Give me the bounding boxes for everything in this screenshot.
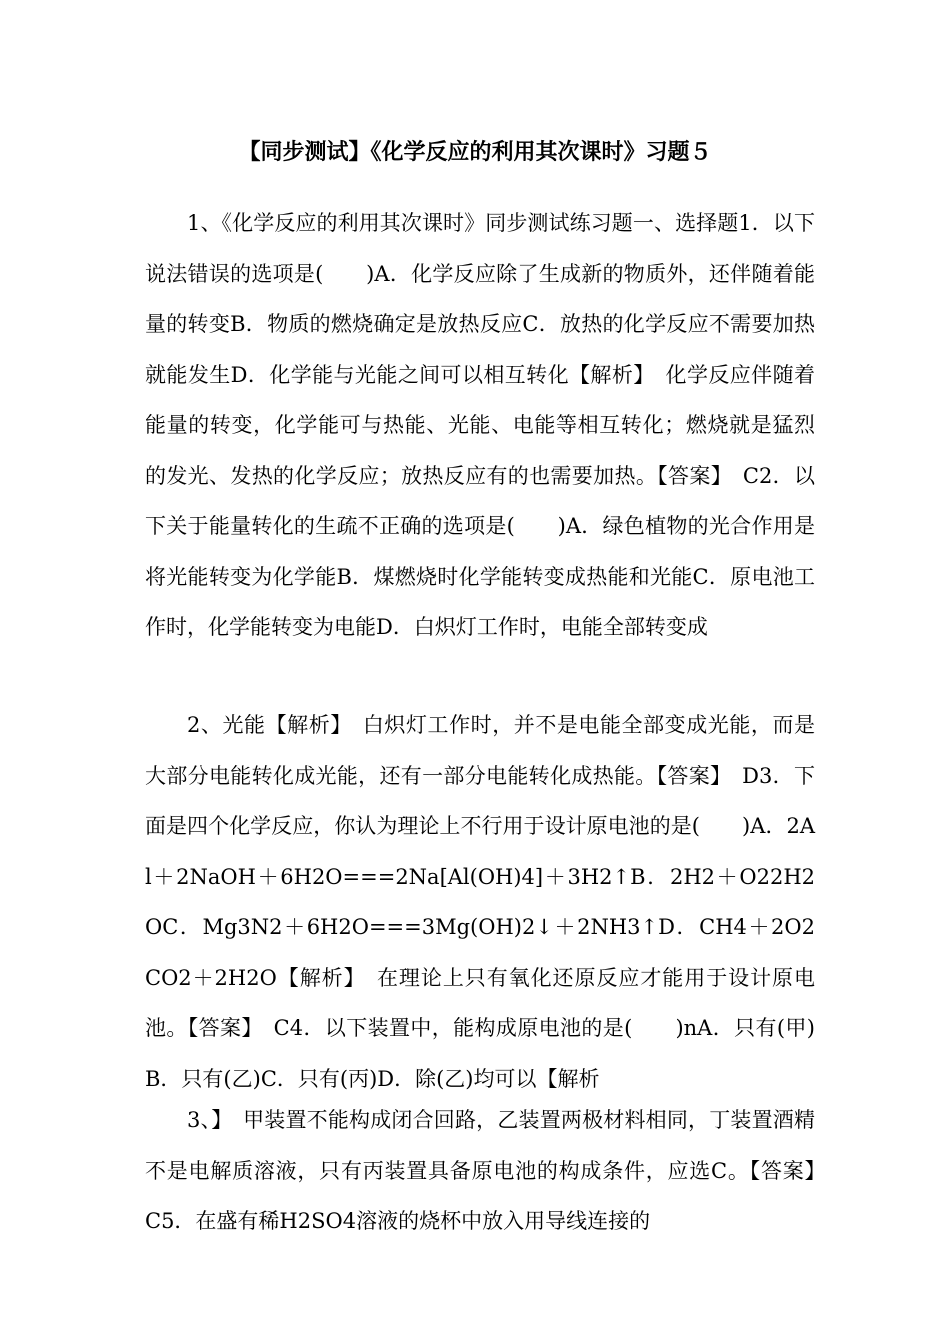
page-title: 【同步测试】《化学反应的利用其次课时》习题５: [238, 140, 712, 165]
paragraph-3: 3、】 甲装置不能构成闭合回路，乙装置两极材料相同，丁装置酒精不是电解质溶液，只有丙装置具备原电池的构成条件，应选C。【答案】 C5．在盛有稀H2SO4溶液的烧杯中放入用导线连接的: [145, 1108, 836, 1233]
paragraph-1: 1、《化学反应的利用其次课时》同步测试练习题一、选择题1．以下说法错误的选项是( )A．化学反应除了生成新的物质外，还伴随着能量的转变B．物质的燃烧确定是放热反应C．放热的化学反应不需要加热就能发生D．化学能与光能之间可以相互转化【解析】 化学反应伴随着能量的转变，化学能可与热能、光能、电能等相互转化；燃烧就是猛烈的发光、发热的化学反应；放热反应有的也需要加热。【答案】 C2．以下关于能量转化的生疏不正确的选项是( )A．绿色植物的光合作用是将光能转变为化学能B．煤燃烧时化学能转变成热能和光能C．原电池工作时，化学能转变为电能D．白炽灯工作时，电能全部转变成: [145, 211, 815, 639]
paragraph-2: 2、光能【解析】 白炽灯工作时，并不是电能全部变成光能，而是大部分电能转化成光能，还有一部分电能转化成热能。【答案】 D3．下面是四个化学反应，你认为理论上不行用于设计原电池的是( )A．2Al＋2NaOH＋6H2O===2Na[Al(OH)4]＋3H2↑B．2H2＋O22H2OC．Mg3N2＋6H2O===3Mg(OH)2↓＋2NH3↑D．CH4＋2O2CO2＋2H2O【解析】 在理论上只有氧化还原反应才能用于设计原电池。【答案】 C4．以下装置中，能构成原电池的是( )nA．只有(甲) B．只有(乙)C．只有(丙)D．除(乙)均可以【解析: [145, 713, 899, 1091]
